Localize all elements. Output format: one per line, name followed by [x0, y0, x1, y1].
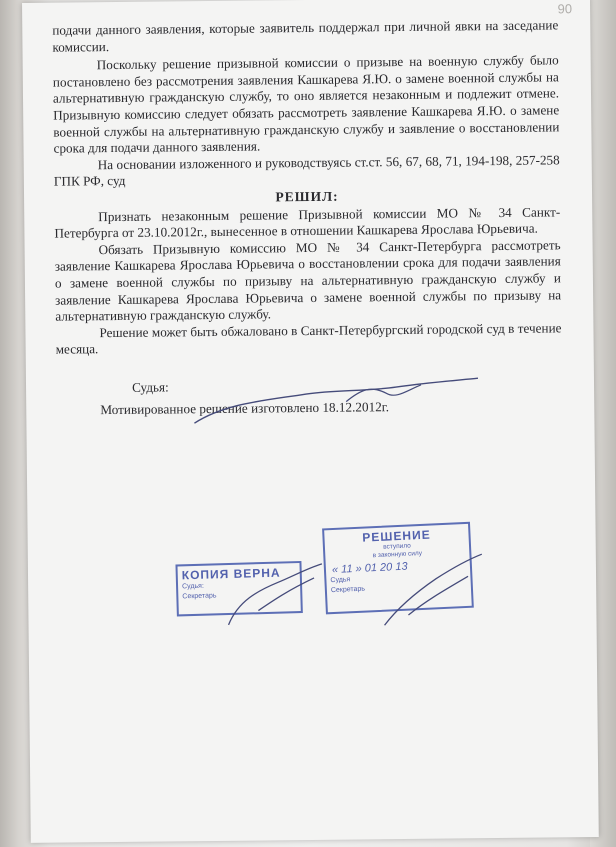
stamp-decision-sub2: в законную силу: [372, 549, 423, 560]
stamp-decision-secretary: Секретарь: [330, 585, 366, 595]
paragraph-1: подачи данного заявления, которые заявитель поддержал при личной явки на заседание комиссии.: [52, 17, 559, 55]
stamp-copy-judge: Судья:: [181, 582, 204, 591]
paragraph-4: Признать незаконным решение Призывной комиссии МО № 34 Санкт-Петербурга от 23.10.2012г., вынесенное в отношении Кашкарева Ярослава Юрьевича.: [54, 203, 561, 241]
stamp-decision-sub1: вступило: [383, 542, 411, 551]
document-body: [52, 17, 562, 419]
decision-heading: РЕШИЛ:: [275, 188, 339, 205]
paragraph-5: Обязать Призывную комиссию МО № 34 Санкт-Петербурга рассмотреть заявление Кашкарева Ярослава Юрьевича о восстановлении срока для подачи заявления о замене военной службы по призыву на альтернативную гражданскую службу и заявление Кашкарева Ярослава Юрьевича о замене военной службы по призыву на альтернативную гражданскую службу.: [54, 237, 562, 324]
stamp-signature-left: [218, 560, 329, 631]
stamp-copy-title: КОПИЯ ВЕРНА: [181, 565, 281, 583]
judge-label: Судья:: [131, 379, 169, 395]
document-page: [22, 0, 599, 843]
stamp-copy-secretary: Секретарь: [182, 592, 217, 601]
stamp-decision-date: « 11 » 01 20 13: [331, 560, 408, 577]
judge-signature: [186, 370, 487, 433]
paragraph-3: На основании изложенного и руководствуясь ст.ст. 56, 67, 68, 71, 194-198, 257-258 ГПК РФ, суд: [53, 152, 560, 189]
stamp-decision-title: РЕШЕНИЕ: [362, 527, 431, 545]
reasoned-decision-date: Мотивированное решение изготовлено 18.12.2012г.: [100, 399, 390, 418]
stamp-decision-judge: Судья: [330, 576, 351, 585]
paragraph-2: Поскольку решение призывной комиссии о призыве на военную службу было постановлено без рассмотрения заявления Кашкарева Я.Ю. о замене военной службы на альтернативную гражданскую службу, то оно является незаконным и подлежит отмене. Призывную комиссию следует обязать рассмотреть заявление Кашкарева Я.Ю. о замене военной службы на альтернативную гражданскую службу и заявление о восстановлении срока для подачи данного заявления.: [52, 52, 560, 156]
stamp-signature-right: [378, 550, 489, 631]
page-number: 90: [557, 1, 573, 17]
paragraph-6: Решение может быть обжаловано в Санкт-Петербургский городской суд в течение месяца.: [55, 320, 562, 357]
